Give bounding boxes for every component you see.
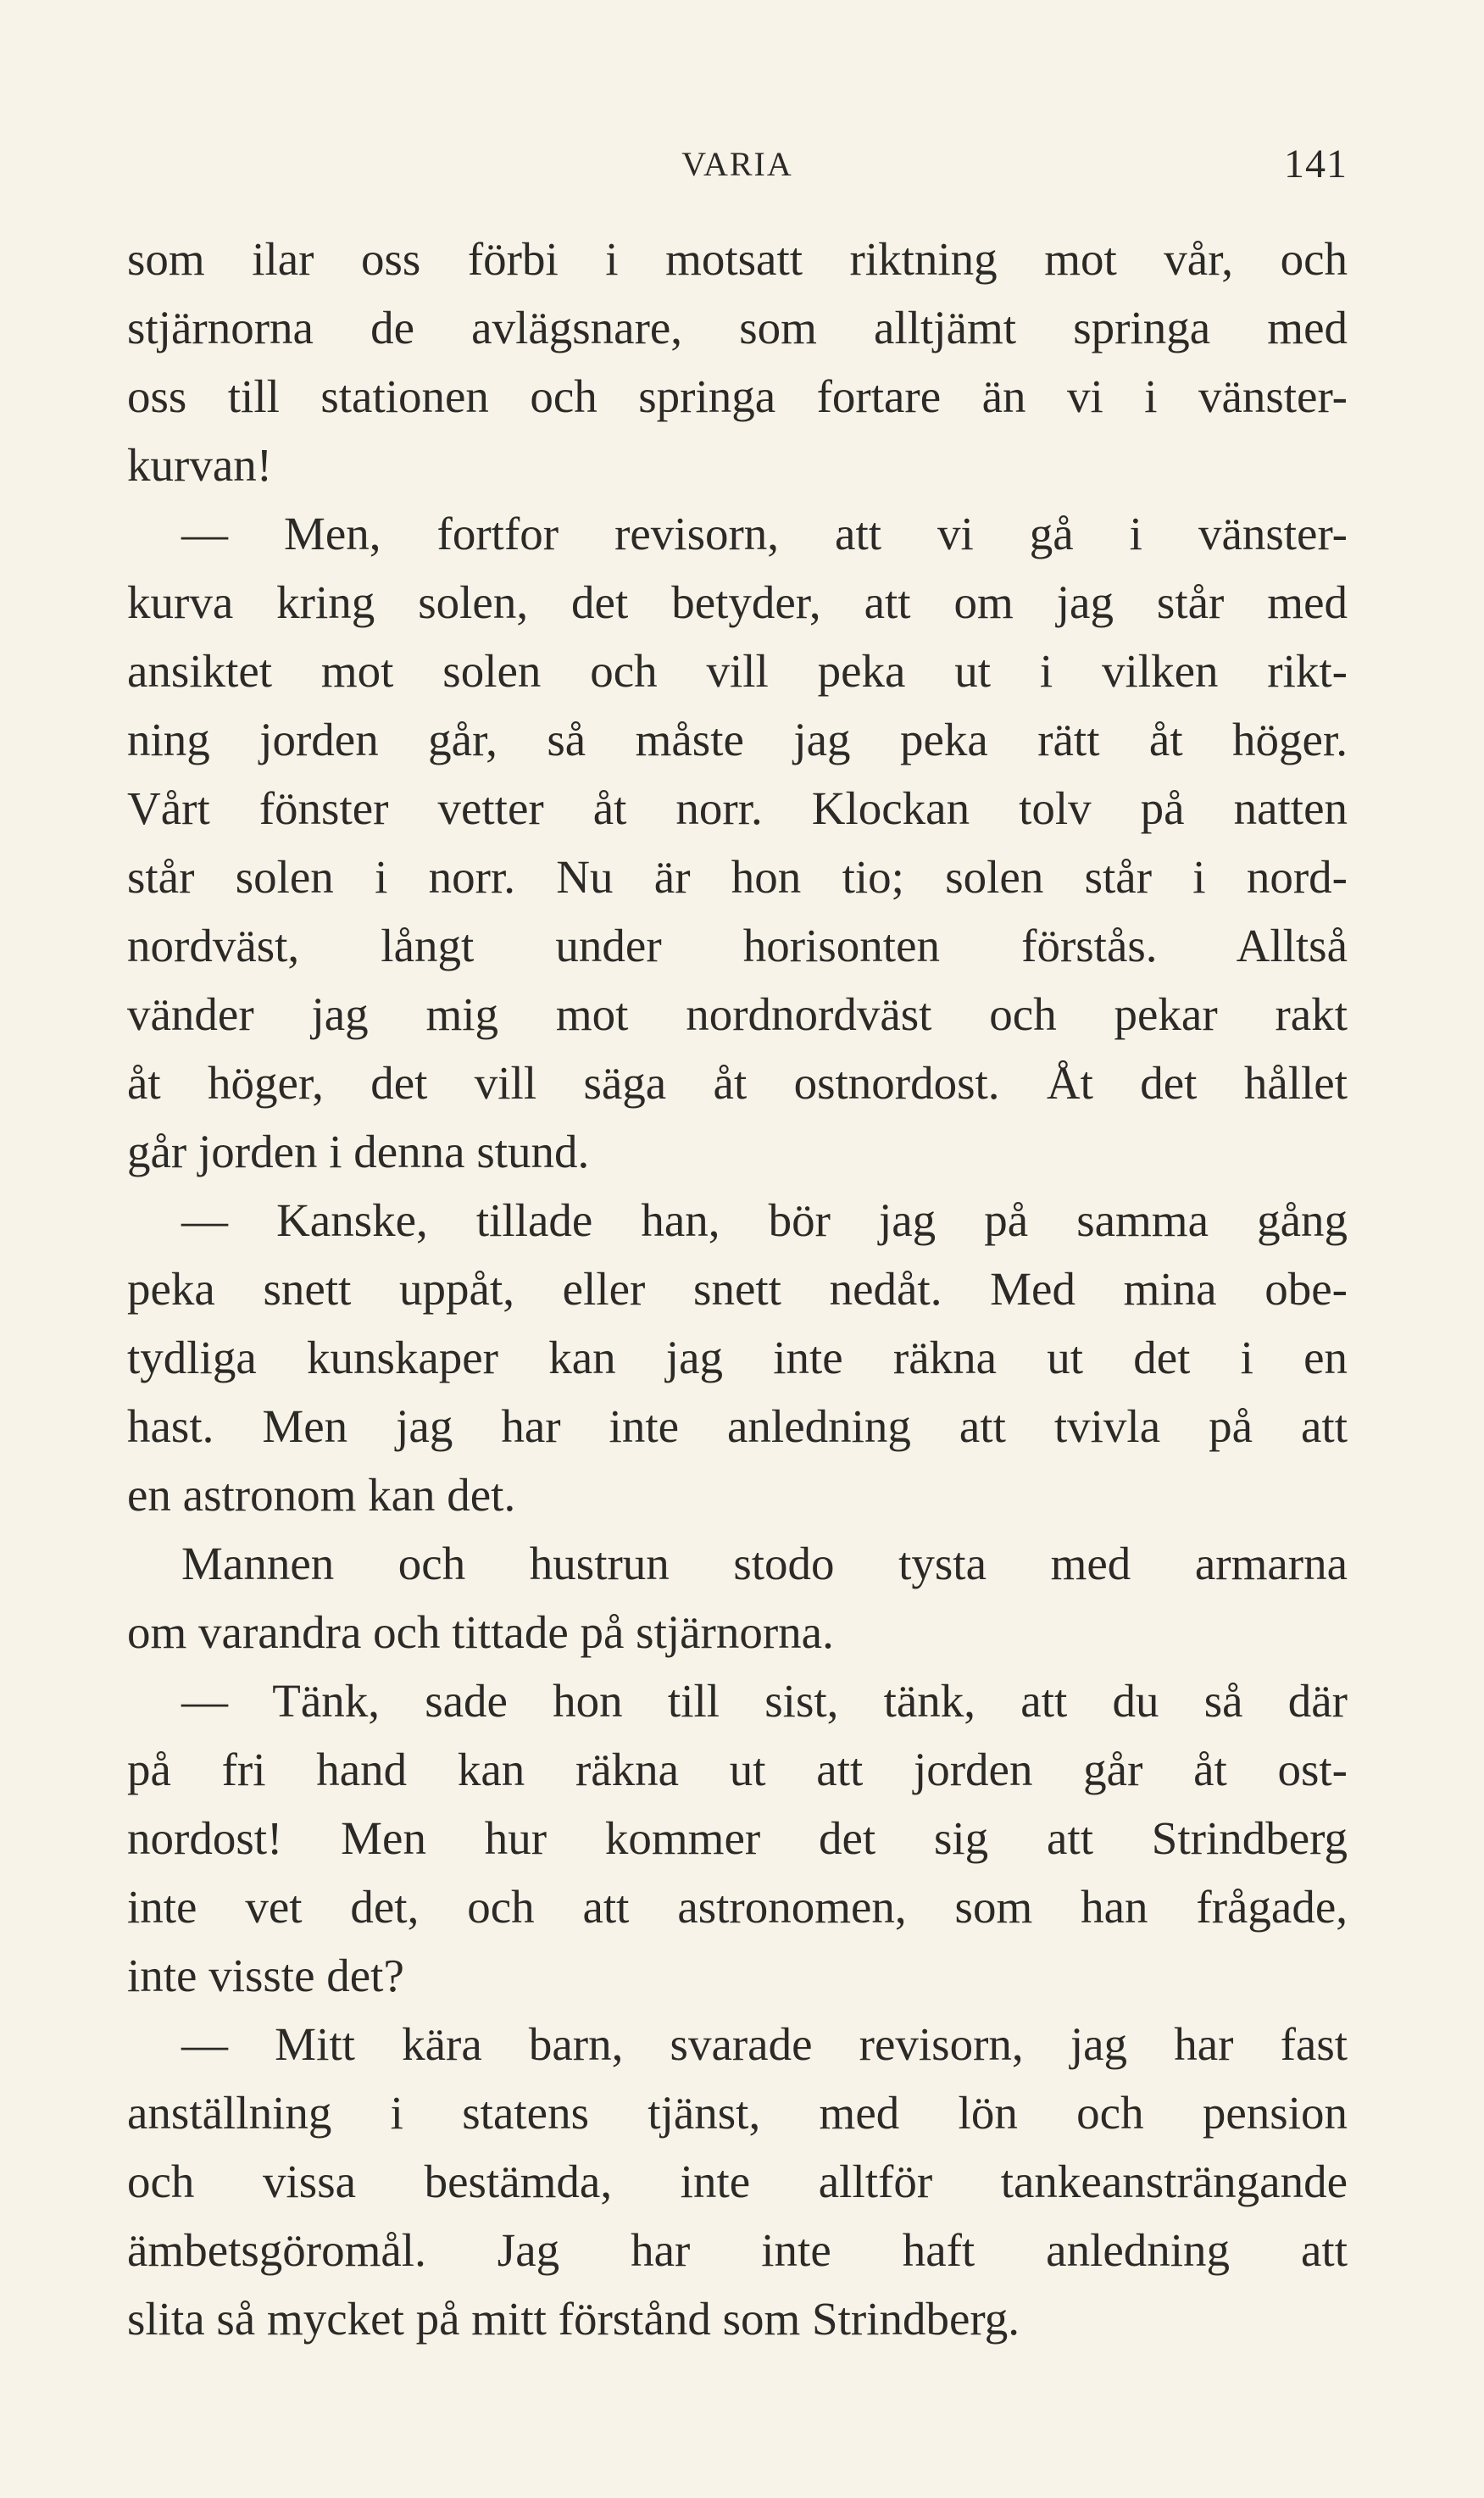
running-title: VARIA — [681, 145, 793, 183]
text-line: oss till stationen och springa fortare än vi i vänster- — [127, 370, 1348, 422]
text-line: nordost! Men hur kommer det sig att Strindberg — [127, 1812, 1348, 1864]
text-line: stjärnorna de avlägsnare, som alltjämt springa med — [127, 302, 1348, 353]
text-line: kurvan! — [127, 439, 273, 491]
text-line: kurva kring solen, det betyder, att om jag står med — [127, 576, 1348, 628]
text-line: inte vet det, och att astronomen, som han frågade, — [127, 1881, 1348, 1933]
text-line: går jorden i denna stund. — [127, 1126, 590, 1177]
text-line: ämbetsgöromål. Jag har inte haft anledning att — [127, 2224, 1348, 2276]
text-line: — Mitt kära barn, svarade revisorn, jag har fast — [181, 2018, 1348, 2070]
text-line: inte visste det? — [127, 1950, 404, 2001]
text-line: vänder jag mig mot nordnordväst och pekar rakt — [127, 988, 1348, 1040]
text-line: tydliga kunskaper kan jag inte räkna ut det i en — [127, 1332, 1348, 1383]
text-line: slita så mycket på mitt förstånd som Strindberg. — [127, 2293, 1020, 2345]
text-line: står solen i norr. Nu är hon tio; solen står i nord- — [127, 851, 1348, 903]
text-line: anställning i statens tjänst, med lön och pension — [127, 2087, 1348, 2139]
text-line: om varandra och tittade på stjärnorna. — [127, 1606, 834, 1658]
text-line: på fri hand kan räkna ut att jorden går åt ost- — [127, 1744, 1348, 1795]
text-line: — Tänk, sade hon till sist, tänk, att du så där — [181, 1675, 1348, 1727]
text-line: och vissa bestämda, inte alltför tankeansträngande — [127, 2156, 1348, 2207]
text-line: Mannen och hustrun stodo tysta med armarna — [181, 1538, 1348, 1589]
text-line: en astronom kan det. — [127, 1469, 516, 1521]
text-line: ning jorden går, så måste jag peka rätt åt höger. — [127, 714, 1348, 765]
text-line: hast. Men jag har inte anledning att tvivla på att — [127, 1400, 1348, 1452]
page-number: 141 — [1284, 142, 1348, 186]
text-line: — Kanske, tillade han, bör jag på samma gång — [181, 1194, 1348, 1246]
text-line: åt höger, det vill säga åt ostnordost. Åt det hållet — [127, 1057, 1348, 1109]
text-line: — Men, fortfor revisorn, att vi gå i vänster- — [181, 508, 1348, 559]
text-line: som ilar oss förbi i motsatt riktning mot vår, och — [127, 233, 1348, 285]
text-line: nordväst, långt under horisonten förstås. Alltså — [127, 920, 1348, 971]
text-line: Vårt fönster vetter åt norr. Klockan tolv på natten — [127, 782, 1348, 834]
body-text — [127, 225, 1348, 2353]
running-head — [127, 144, 1348, 203]
text-line: peka snett uppåt, eller snett nedåt. Med mina obe- — [127, 1263, 1348, 1315]
text-line: ansiktet mot solen och vill peka ut i vilken rikt- — [127, 645, 1348, 697]
